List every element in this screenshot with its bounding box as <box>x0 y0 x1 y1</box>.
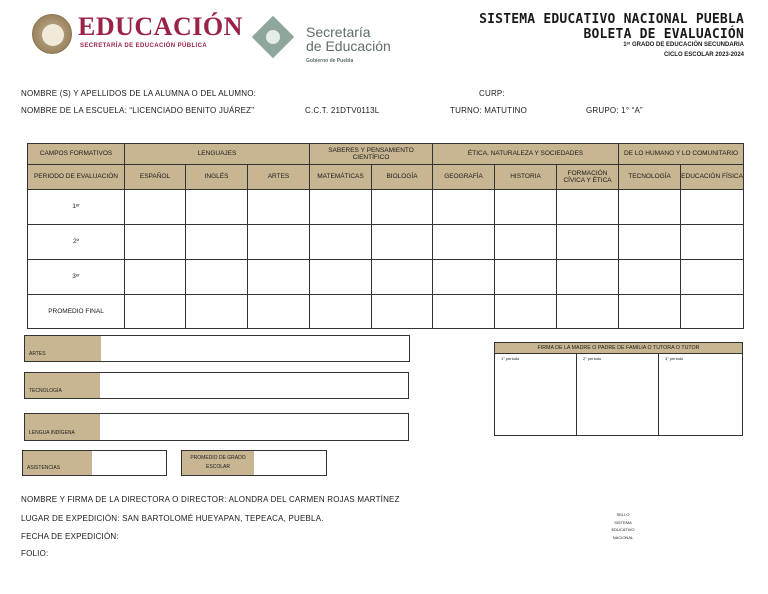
grade-cell[interactable] <box>248 260 310 295</box>
grade-label: 1ᵉʳ GRADO DE EDUCACIÓN SECUNDARIA <box>623 42 744 48</box>
grade-cell[interactable] <box>310 260 372 295</box>
grade-cell[interactable] <box>681 260 744 295</box>
seal-line: SELLO <box>616 512 630 517</box>
grade-cell[interactable] <box>248 295 310 329</box>
puebla-emblem-icon <box>252 16 294 58</box>
grade-cell[interactable] <box>619 225 681 260</box>
cct-code: C.C.T. 21DTV0113L <box>305 106 380 115</box>
grade-cell[interactable] <box>681 225 744 260</box>
grade-cell[interactable] <box>186 190 248 225</box>
grade-cell[interactable] <box>619 190 681 225</box>
field-header-etica: ÉTICA, NATURALEZA Y SOCIEDADES <box>433 144 619 165</box>
grade-cell[interactable] <box>372 190 433 225</box>
grade-cell[interactable] <box>681 190 744 225</box>
period-label: 2º <box>28 225 125 260</box>
sep-subtitle: SECRETARÍA DE EDUCACIÓN PÚBLICA <box>80 43 208 49</box>
period-label: 1ᵉʳ <box>28 190 125 225</box>
parent-signature-box <box>494 342 743 436</box>
grade-cell[interactable] <box>495 190 557 225</box>
director-line: NOMBRE Y FIRMA DE LA DIRECTORA O DIRECTOR: ALONDRA DEL CARMEN ROJAS MARTÍNEZ <box>21 495 400 504</box>
grades-table <box>27 143 744 329</box>
student-name-label: NOMBRE (S) Y APELLIDOS DE LA ALUMNA O DEL ALUMNO: <box>21 89 257 98</box>
subject-header: HISTORIA <box>495 165 557 190</box>
date-line: FECHA DE EXPEDICIÓN: <box>21 532 119 541</box>
subject-header: TECNOLOGÍA <box>619 165 681 190</box>
grade-cell[interactable] <box>557 190 619 225</box>
grade-cell[interactable] <box>310 190 372 225</box>
folio-line: FOLIO: <box>21 549 49 558</box>
table-row <box>28 260 744 295</box>
grade-cell[interactable] <box>557 225 619 260</box>
grade-cell[interactable] <box>125 260 186 295</box>
grade-cell[interactable] <box>433 190 495 225</box>
document-subtitle: BOLETA DE EVALUACIÓN <box>583 27 744 42</box>
grade-cell[interactable] <box>433 225 495 260</box>
subject-header: ESPAÑOL <box>125 165 186 190</box>
tecnologia-label: TECNOLOGÍA <box>25 373 100 398</box>
subject-header: FORMACIÓN CÍVICA Y ÉTICA <box>557 165 619 190</box>
grade-cell[interactable] <box>495 295 557 329</box>
field-header-humano: DE LO HUMANO Y LO COMUNITARIO <box>619 144 744 165</box>
sep-title: EDUCACIÓN <box>78 12 243 41</box>
school-name: NOMBRE DE LA ESCUELA: “LICENCIADO BENITO JUÁREZ” <box>21 106 255 115</box>
lengua-indigena-box[interactable] <box>24 413 409 441</box>
asistencias-box[interactable] <box>22 450 167 476</box>
period-label: PROMEDIO FINAL <box>28 295 125 329</box>
artes-label: ARTES <box>25 336 101 361</box>
signature-period-2[interactable]: 2° periodo <box>577 354 659 435</box>
shift-label: TURNO: MATUTINO <box>450 106 528 115</box>
grade-cell[interactable] <box>125 190 186 225</box>
periodo-header: PERIODO DE EVALUACIÓN <box>28 165 125 190</box>
artes-box[interactable] <box>24 335 410 362</box>
period-label: 3ᵉʳ <box>28 260 125 295</box>
document-title: SISTEMA EDUCATIVO NACIONAL PUEBLA <box>479 12 744 27</box>
puebla-logo-line3: Gobierno de Puebla <box>306 58 354 64</box>
grade-cell[interactable] <box>619 260 681 295</box>
signature-period-3[interactable]: 3° periodo <box>665 356 684 361</box>
subject-header: EDUCACIÓN FÍSICA <box>681 165 744 190</box>
sep-logo <box>32 12 242 56</box>
table-row <box>28 190 744 225</box>
subject-header: ARTES <box>248 165 310 190</box>
seal-line: EDUCATIVO <box>611 527 635 533</box>
subject-header: INGLÉS <box>186 165 248 190</box>
group-label: GRUPO: 1° “A” <box>586 106 643 115</box>
puebla-logo-line2: de Educación <box>306 38 391 54</box>
grade-cell[interactable] <box>372 260 433 295</box>
table-row <box>28 225 744 260</box>
parent-signature-title: FIRMA DE LA MADRE O PADRE DE FAMILIA O TUTORA O TUTOR <box>495 343 742 354</box>
asistencias-label: ASISTENCIAS <box>23 451 92 475</box>
tecnologia-box[interactable] <box>24 372 409 399</box>
subject-header: GEOGRAFÍA <box>433 165 495 190</box>
field-header-lenguajes: LENGUAJES <box>125 144 310 165</box>
grade-cell[interactable] <box>186 295 248 329</box>
field-header-saberes: SABERES Y PENSAMIENTO CIENTÍFICO <box>310 144 433 165</box>
grade-cell[interactable] <box>495 260 557 295</box>
cycle-label: CICLO ESCOLAR 2023-2024 <box>663 52 744 58</box>
seal-line: SISTEMA <box>614 519 632 525</box>
seal-placeholder <box>600 511 646 541</box>
grade-cell[interactable] <box>433 295 495 329</box>
promedio-grado-box[interactable] <box>181 450 327 476</box>
grade-cell[interactable] <box>248 225 310 260</box>
grade-cell[interactable] <box>125 295 186 329</box>
table-row <box>28 295 744 329</box>
grade-cell[interactable] <box>310 295 372 329</box>
national-seal-icon <box>32 14 72 54</box>
seal-line: NACIONAL <box>612 534 634 540</box>
subject-header: BIOLOGÍA <box>372 165 433 190</box>
grade-cell[interactable] <box>125 225 186 260</box>
campos-formativos-header: CAMPOS FORMATIVOS <box>28 144 125 165</box>
grade-cell[interactable] <box>619 295 681 329</box>
promedio-grado-label: PROMEDIO DE GRADO ESCOLAR <box>182 451 254 475</box>
grade-cell[interactable] <box>186 260 248 295</box>
grade-cell[interactable] <box>557 295 619 329</box>
grade-cell[interactable] <box>433 260 495 295</box>
place-line: LUGAR DE EXPEDICIÓN: SAN BARTOLOMÉ HUEYAPAN, TEPEACA, PUEBLA. <box>21 514 324 523</box>
grade-cell[interactable] <box>186 225 248 260</box>
grade-cell[interactable] <box>557 260 619 295</box>
grade-cell[interactable] <box>681 295 744 329</box>
lengua-indigena-label: LENGUA INDÍGENA <box>25 414 100 440</box>
grade-cell[interactable] <box>310 225 372 260</box>
signature-period-1[interactable]: 1° periodo <box>495 354 577 435</box>
subject-header: MATEMÁTICAS <box>310 165 372 190</box>
puebla-logo <box>254 18 394 66</box>
curp-label: CURP: <box>479 89 505 98</box>
puebla-logo-line1: Secretaría <box>306 24 371 40</box>
grade-cell[interactable] <box>372 225 433 260</box>
grade-cell[interactable] <box>495 225 557 260</box>
grade-cell[interactable] <box>372 295 433 329</box>
grade-cell[interactable] <box>248 190 310 225</box>
